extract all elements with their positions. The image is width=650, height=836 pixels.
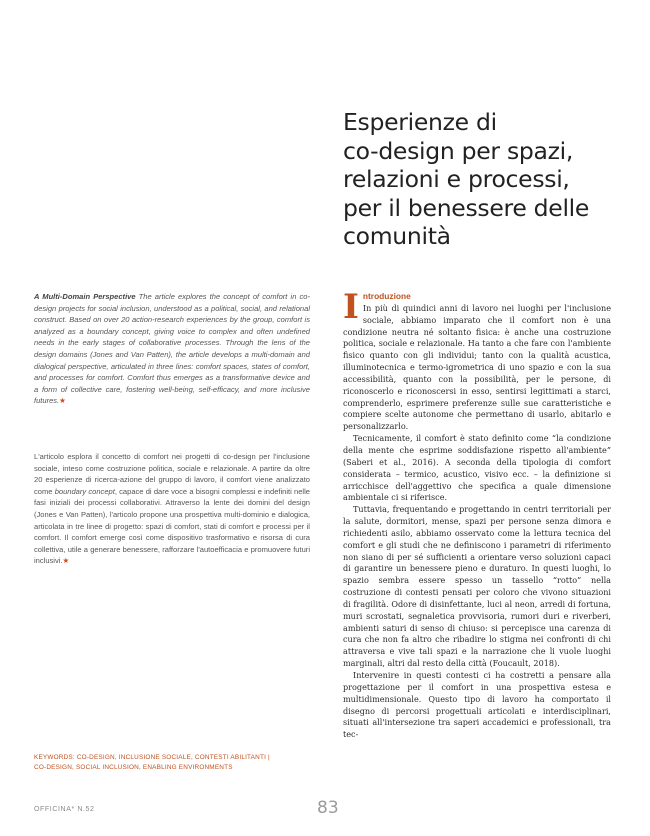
title-line: relazioni e processi,	[343, 165, 570, 193]
abstract-it-text-2: , capace di dare voce a bisogni complessi e indefiniti nelle fasi iniziali dei processi collaborativi. Attraverso la lente dei domini del design (Jones e Van Patten), l'articolo propone una prospettiva multi-dominio e dialogica, articolata in tre linee di progetto: spazi di comfort, stati di comfort e processi per il comfort. Il comfort emerge così come dispositivo trasformativo e risorsa di cura collettiva, utile a generare benessere, rafforzare l'autoefficacia e promuovere futuri inclusivi.	[34, 486, 310, 566]
abstract-english	[34, 291, 310, 407]
body-paragraph: Tuttavia, frequentando e progettando in centri territoriali per la salute, dormitori, mense, spazi per persone senza dimora e richiedenti asilo, abbiamo osservato come la lettura tecnica del comfort e gli studi che ne definiscono i parametri di riferimento non siano di per sé sufficienti a orientare verso soluzioni capaci di garantire un benessere pieno e duraturo. In questi luoghi, lo spazio sembra essere spesso un tassello “rotto” nella costruzione di contesti pensati per coloro che vivono situazioni di fragilità. Odore di disinfettante, luci al neon, arredi di fortuna, muri scrostati, segnaletica provvisoria, rumori duri e riverberi, ambienti saturi di senso di chiuso: si percepisce una carenza di cura che non fa altro che ribadire lo stigma nei confronti di chi attraversa e vive tali spazi e la narrazione che li vuole luoghi marginali, altri dal resto della città (Foucault, 2018).	[343, 504, 611, 669]
abstract-heading: A Multi-Domain Perspective	[34, 292, 136, 301]
title-line: per il benessere delle	[343, 193, 590, 222]
keywords-line: CO-DESIGN, SOCIAL INCLUSION, ENABLING ENVIRONMENTS	[34, 763, 233, 771]
article-body	[343, 287, 611, 741]
paragraph-text: In più di quindici anni di lavoro nei luoghi per l'inclusione sociale, abbiamo imparato che il comfort non è una condizione neutra né soltanto fisica: è anche una costruzione politica, sociale e relazionale. Ha tanto a che fare con l'ambiente fisico quanto con gli individui; tanto con la qualità acustica, illuminotecnica e termo-igrometrica di uno spazio e con la sua accessibilità, quanto con la possibilità, per le persone, di riconoscerlo e riconoscersi in esso, sentirsi legittimati a starci, comprenderlo, esprimere preferenze sulle sue caratteristiche e compiere scelte autonome che permettano di usarlo, abitarlo e personalizzarlo.	[343, 302, 611, 432]
section-heading: ntroduzione	[362, 291, 411, 301]
abstract-italian	[34, 451, 310, 567]
end-star-icon: ★	[59, 396, 66, 406]
keywords	[34, 753, 310, 772]
abstract-en-text: The article explores the concept of comfort in co-design projects for social inclusion, understood as a political, social, and relational construct. Based on over 20 action-research experiences by the group, comfort is analyzed as a boundary concept, giving voice to complex and often undefined needs in the early stages of collaborative processes. Through the lens of the design domains (Jones and Van Patten), the article develops a multi-domain and dialogical perspective, articulated in three lines: comfort spaces, states of comfort, and processes for comfort. Comfort thus emerges as a transformative device and a form of collective care, fostering well-being, self-efficacy, and more inclusive futures.	[34, 292, 310, 406]
end-star-icon: ★	[62, 556, 70, 566]
abstract-it-text: L'articolo esplora il concetto di comfort nei progetti di co-design per l'inclusione sociale, inteso come costruzione politica, sociale e relazionale. A partire da oltre 20 esperienze di ricerca-azione del gruppo di lavoro, il comfort viene analizzato come	[34, 452, 310, 496]
title-line: Esperienze di	[343, 108, 497, 136]
title-line: co-design per spazi,	[343, 136, 574, 165]
article-title	[343, 108, 633, 251]
keywords-line: KEYWORDS: CO-DESIGN, INCLUSIONE SOCIALE, CONTESTI ABILITANTI |	[34, 754, 270, 761]
body-paragraph: Intervenire in questi contesti ci ha costretti a pensare alla progettazione per il comfort in una prospettiva estesa e multidimensionale. Questo tipo di lavoro ha comportato il disegno di percorsi progettuali articolati e interdisciplinari, situati all'intersezione tra saperi accademici e professionali, tra tec-	[343, 670, 611, 740]
drop-cap: I	[343, 287, 359, 327]
title-line: comunità	[343, 222, 451, 250]
page-number: 83	[317, 798, 339, 818]
body-paragraph: Tecnicamente, il comfort è stato definito come “la condizione della mente che esprime soddisfazione rispetto all'ambiente” (Saberi et al., 2016). A seconda della tipologia di comfort considerata – termico, acustico, visivo ecc. – la definizione si arricchisce dell'aggettivo che specifica a quale dimensione ambientale ci si riferisce.	[343, 433, 611, 503]
abstract-it-term: boundary concept	[54, 486, 115, 496]
magazine-issue: OFFICINA* N.52	[34, 806, 95, 813]
body-paragraph	[343, 287, 611, 433]
